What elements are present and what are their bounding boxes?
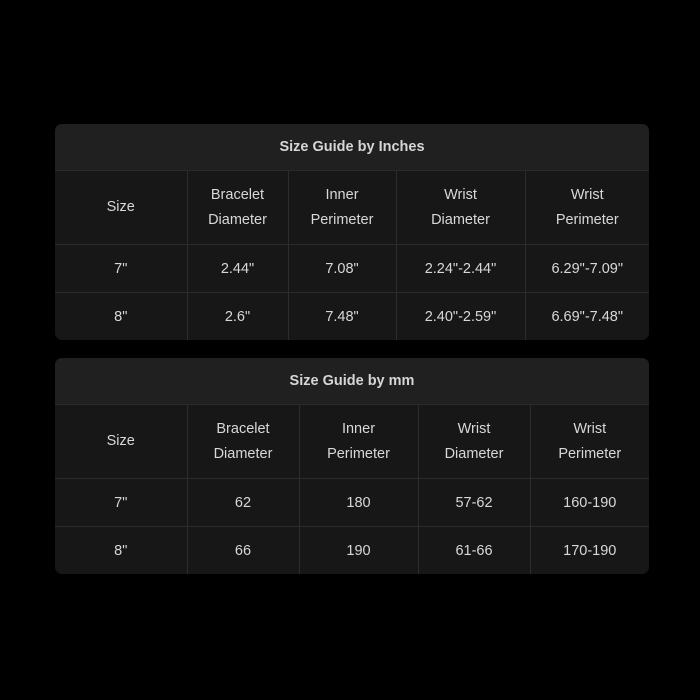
table-row	[55, 479, 649, 527]
cell-size: 7"	[55, 245, 187, 293]
cell-size: 7"	[55, 479, 187, 527]
column-header-size: Size	[55, 405, 187, 479]
column-header-inner-perimeter: Inner Perimeter	[299, 405, 418, 479]
cell-wrist-perimeter: 160-190	[530, 479, 649, 527]
column-header-wrist-diameter: Wrist Diameter	[396, 171, 525, 245]
cell-wrist-perimeter: 6.69"-7.48"	[551, 308, 624, 325]
size-guide-inches-table	[55, 124, 649, 340]
cell-bracelet-diameter: 66	[187, 527, 299, 575]
header-row	[55, 171, 649, 245]
cell-wrist-perimeter: 6.29"-7.09"	[525, 245, 649, 293]
cell-bracelet-diameter: 2.6"	[187, 293, 288, 341]
size-guide-mm-table	[55, 358, 649, 574]
table-title: Size Guide by mm	[55, 358, 649, 405]
column-header-wrist-perimeter: Wrist Perimeter	[525, 171, 649, 245]
size-table	[55, 171, 649, 340]
cell-inner-perimeter: 7.08"	[288, 245, 396, 293]
cell-wrist-perimeter: 170-190	[563, 542, 617, 559]
cell-size: 8"	[55, 527, 187, 575]
cell-inner-perimeter: 180	[299, 479, 418, 527]
column-header-wrist-diameter: Wrist Diameter	[418, 405, 530, 479]
cell-wrist-diameter: 2.40"-2.59"	[396, 293, 525, 341]
table-row	[55, 527, 649, 575]
cell-wrist-diameter: 57-62	[418, 479, 530, 527]
column-header-bracelet-diameter: Bracelet Diameter	[187, 405, 299, 479]
column-header-wrist-perimeter: Wrist Perimeter	[530, 405, 649, 479]
table-row	[55, 245, 649, 293]
cell-wrist-diameter: 2.24"-2.44"	[396, 245, 525, 293]
column-header-inner-perimeter: Inner Perimeter	[288, 171, 396, 245]
table-title: Size Guide by Inches	[55, 124, 649, 171]
cell-bracelet-diameter: 62	[187, 479, 299, 527]
size-table	[55, 405, 649, 574]
column-header-bracelet-diameter: Bracelet Diameter	[187, 171, 288, 245]
cell-wrist-diameter: 61-66	[418, 527, 530, 575]
cell-inner-perimeter: 7.48"	[288, 293, 396, 341]
table-row	[55, 293, 649, 341]
header-row	[55, 405, 649, 479]
cell-size: 8"	[55, 293, 187, 341]
column-header-size: Size	[55, 171, 187, 245]
cell-inner-perimeter: 190	[299, 527, 418, 575]
cell-bracelet-diameter: 2.44"	[187, 245, 288, 293]
